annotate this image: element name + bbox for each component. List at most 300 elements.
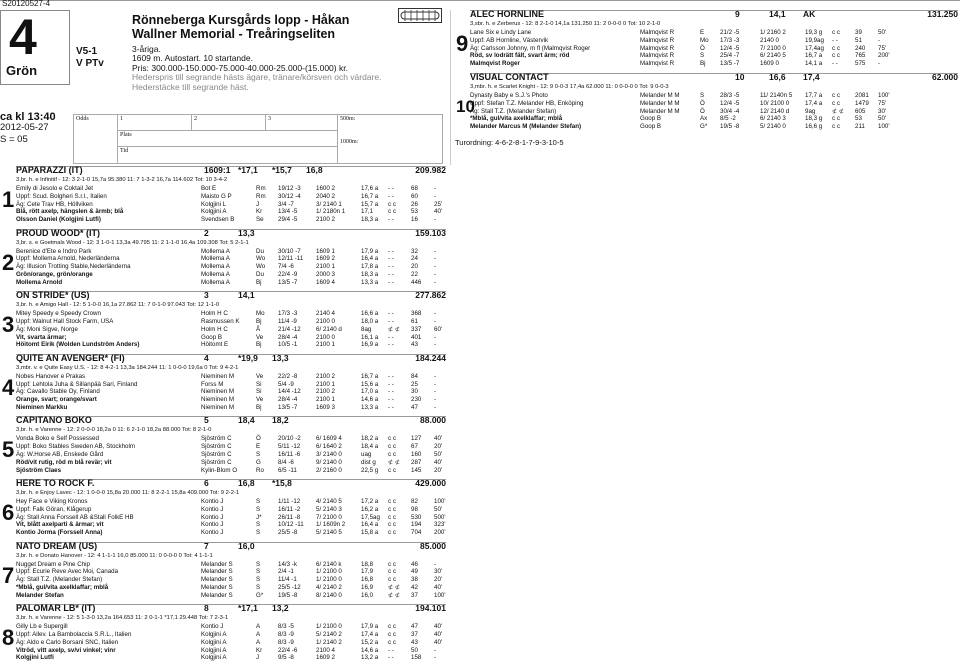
form-cell: 17,8 a [361, 263, 379, 271]
form-cell: Berenice d'Ete e Indro Park [16, 247, 92, 255]
form-cell: 2100 0 [316, 317, 335, 325]
horse-number: 10 [456, 97, 475, 116]
form-cell: - [878, 60, 881, 68]
form-cell: Sjöström C [201, 435, 232, 443]
form-cell: *Mblå, gul/vita axelklaffar; mblå [470, 115, 563, 123]
form-cell: - [434, 310, 437, 318]
horse-stat: 14,1 [238, 290, 255, 301]
horse-subline: 3,br. h. e Enjoy Lavec - 12: 1 0-0-0 15,8a 20.000 11: 8 2-2-1 15,8a 409.000 Tot: 9 2-2-1 [16, 490, 240, 496]
form-cell: 22/4 -6 [278, 646, 298, 654]
form-cell: 43 [411, 638, 418, 646]
form-cell: Uppf: Falk Göran, Klågerup [16, 505, 92, 513]
form-cell: 14,6 a [361, 396, 379, 404]
form-cell: - - [388, 278, 394, 286]
form-cell: 12/4 -5 [720, 99, 740, 107]
form-cell: - - [388, 380, 394, 388]
form-cell: Emily di Jesolo e Coktail Jet [16, 185, 94, 192]
form-cell: 61 [411, 317, 418, 325]
form-cell: c c [832, 99, 840, 107]
form-cell: 10/5 -1 [278, 341, 298, 349]
form-cell: G* [256, 591, 264, 599]
form-cell: 2140 4 [316, 310, 335, 318]
form-cell: Dynasty Baby e S.J.'s Photo [470, 92, 548, 99]
horse-stat: 5 [204, 415, 209, 426]
form-cell: Du [256, 247, 264, 255]
form-cell: 1609 1 [316, 247, 335, 255]
form-cell: 30' [434, 568, 443, 576]
horse-stat: 13,3 [238, 227, 255, 238]
form-cell: 51 [855, 36, 862, 44]
form-cell: uag [361, 450, 372, 458]
form-cell: 14,6 a [361, 646, 379, 654]
form-cell: Kolgjini A [201, 208, 227, 216]
form-cell: S [256, 450, 261, 458]
form-cell: 20' [434, 466, 443, 474]
form-cell: E [256, 443, 261, 451]
form-cell: Uppf: Allev. La Bambolaccia S.R.L., Italien [16, 630, 132, 638]
form-cell: - [434, 654, 437, 662]
form-cell: 10/12 -11 [278, 521, 304, 529]
form-cell: - [434, 263, 437, 271]
form-cell: Ö [700, 99, 705, 107]
horse-number: 1 [2, 187, 15, 212]
form-cell: Mo [700, 36, 709, 44]
form-cell: Mollema Arnold [16, 278, 63, 286]
form-cell: c c [832, 115, 840, 123]
form-cell: 38 [411, 576, 418, 584]
form-cell: 19,9ag [805, 36, 824, 44]
form-cell: Vonda Boko e Self Possessed [16, 435, 99, 443]
form-cell: 37 [411, 630, 418, 638]
form-cell: Rasmussen K [201, 317, 240, 325]
race-time: ca kl 13:40 [0, 111, 56, 123]
form-cell: c c [388, 560, 396, 568]
form-cell: c c [832, 44, 840, 52]
form-cell: 21/4 -12 [278, 325, 301, 333]
form-cell: A [256, 623, 261, 631]
form-cell: 19,3 g [805, 29, 823, 36]
race-info-line-5: Hederstäcke till segrande häst. [132, 81, 249, 92]
form-cell: Mollema A [201, 255, 230, 263]
form-cell: 50' [434, 450, 443, 458]
form-cell: Du [256, 270, 264, 278]
form-cell: 25/5 -8 [278, 529, 298, 537]
form-cell: 50' [878, 115, 887, 123]
horse-stat: 2 [204, 227, 209, 238]
race-number: 4 [9, 9, 37, 65]
race-info [132, 45, 381, 92]
horse-stat: *17,1 [238, 165, 258, 175]
horse-subline: 3,br. h. e Varenne - 12: 5 1-3-0 13,2a 164.653 11: 2 0-1-1 *17,1 29.448 Tot: 7 2-3-1 [16, 615, 229, 622]
form-cell: 6/5 -11 [278, 466, 297, 474]
form-cell: Höitomt Eirik (Wolden Lundström Anders) [16, 341, 140, 349]
form-cell: c c [388, 505, 396, 513]
horse-stat: 16,6 [769, 72, 786, 82]
form-cell: - [434, 403, 437, 411]
form-cell: ⊄ ⊄ [388, 583, 401, 591]
form-cell: 127 [411, 435, 422, 443]
form-cell: 2100 0 [316, 333, 335, 341]
horse-stat: 4 [204, 352, 209, 363]
grid-line [117, 130, 337, 131]
form-cell: Rm [256, 185, 266, 192]
form-cell: 16,9 a [361, 341, 379, 349]
form-cell: Kontio J [201, 513, 224, 521]
form-cell: - [434, 185, 437, 192]
horse-subline: 3,br. h. e Infinitif - 12: 3 2-1-0 15,7a 95.380 11: 7 1-3-2 16,7a 114.602 Tot: 10 3-4-2 [16, 177, 228, 183]
form-cell: Uppf: Boko Stables Sweden AB, Stockholm [16, 443, 136, 451]
betting-grid [73, 114, 443, 164]
form-cell: Malmqvist Roger [470, 60, 520, 68]
form-cell: Blå, rött axelp, hängslen & ärmb; blå [16, 208, 124, 216]
form-cell: 6/ 2140 3 [760, 115, 786, 123]
column-divider [450, 10, 451, 165]
form-cell: c c [388, 513, 396, 521]
form-cell: S [256, 498, 261, 505]
form-cell: - - [388, 247, 394, 255]
horse-stat: 9 [735, 9, 740, 19]
horse-stat: 159.103 [415, 227, 446, 238]
form-cell: Nieminen M [201, 372, 235, 380]
horse-block [2, 603, 446, 662]
form-cell: - - [388, 310, 394, 318]
form-cell: Äg: Moni Sigve, Norge [16, 325, 78, 333]
form-cell: 6/ 2140 d [316, 325, 342, 333]
form-cell: 40' [434, 638, 443, 646]
form-cell: - - [388, 185, 394, 192]
form-cell: 25/4 -7 [720, 52, 740, 60]
form-cell: 401 [411, 333, 422, 341]
form-cell: Äg: Stall T.Z. (Melander Stefan) [16, 576, 103, 584]
form-cell: 84 [411, 372, 418, 380]
form-cell: Si [256, 380, 262, 388]
form-cell: - - [388, 270, 394, 278]
form-cell: Bj [256, 403, 262, 411]
form-cell: Melander Marcus M (Melander Stefan) [470, 123, 582, 131]
form-cell: 5/ 2140 2 [316, 630, 342, 638]
horse-block [2, 227, 446, 287]
form-cell: c c [388, 435, 396, 443]
horse-stat: 16,0 [238, 540, 255, 551]
horse-stat: 16,8 [306, 165, 323, 175]
form-cell: Äg: W.Horse AB, Enskede Gård [16, 450, 104, 458]
horse-stat: 88.000 [420, 415, 446, 426]
form-cell: 98 [411, 505, 418, 513]
form-cell: 40' [434, 458, 443, 466]
grid-col-2-label: 2 [194, 116, 197, 122]
form-cell: 200' [878, 52, 890, 60]
form-cell: 40' [434, 435, 443, 443]
form-cell: - - [388, 333, 394, 341]
horse-stat: 85.000 [420, 540, 446, 551]
race-info-line-4: Hederspris till segrande hästs ägare, tränare/körsven och värdare. [132, 72, 382, 83]
horse-name: ON STRIDE* (US) [16, 290, 90, 301]
race-s-value: S = 05 [0, 133, 28, 145]
form-cell: 50' [434, 505, 443, 513]
form-cell: 11/4 -9 [278, 317, 297, 325]
form-cell: ⊄ ⊄ [832, 107, 845, 115]
form-cell: 11/4 -1 [278, 576, 297, 584]
form-cell: 17/3 -3 [278, 310, 298, 318]
form-cell: 100' [434, 591, 446, 599]
form-cell: Melander M M [640, 92, 680, 99]
form-cell: 37 [411, 591, 418, 599]
horse-stat: 3 [204, 290, 209, 301]
form-cell: 22 [411, 270, 418, 278]
form-cell: - [434, 341, 437, 349]
horse-stat: *19,9 [238, 352, 258, 363]
form-cell: 4/ 2140 2 [316, 583, 342, 591]
form-cell: Nieminen M [201, 403, 235, 411]
form-cell: Nieminen Markku [16, 403, 68, 411]
form-cell: 1/ 1609n 2 [316, 521, 346, 529]
grid-col-3-label: 3 [268, 116, 271, 122]
form-cell: c c [388, 208, 396, 216]
horse-subline: 3,br. s. e Goetmals Wood - 12: 3 1-0-1 13,3a 49.795 11: 2 1-1-0 16,4a 109.308 Tot: 5 2-1-1 [16, 239, 249, 246]
form-cell: Nobes Hanover e Prakas [16, 372, 86, 380]
form-cell: 11/ 2140n 5 [760, 92, 793, 99]
form-cell: 211 [855, 123, 865, 131]
horse-stat: 13,2 [272, 603, 289, 614]
form-cell: Ö [700, 44, 705, 52]
form-cell: Röd/vit rutig, röd m blå revär; vit [16, 458, 112, 466]
race-title-line-1: Rönneberga Kursgårds lopp - Håkan [132, 13, 350, 27]
form-cell: Melander S [201, 591, 233, 599]
form-cell: Mollema A [201, 263, 230, 271]
form-cell: 18,0 a [361, 317, 379, 325]
horse-block [2, 540, 446, 600]
horse-name: PROUD WOOD* (IT) [16, 227, 100, 238]
form-cell: 1609 2 [316, 255, 335, 263]
form-cell: - [434, 317, 437, 325]
form-cell: Kolgjini A [201, 638, 227, 646]
form-cell: 16,6 a [361, 310, 379, 318]
form-cell: 32 [411, 247, 418, 255]
form-cell: Goop B [640, 115, 661, 123]
horse-name: QUITE AN AVENGER* (FI) [16, 352, 125, 363]
form-cell: 446 [411, 278, 422, 286]
form-cell: 16,7 a [805, 52, 823, 60]
form-cell: 194 [411, 521, 422, 529]
horse-number: 5 [2, 437, 15, 463]
grid-line [73, 114, 443, 115]
form-cell: 17,9 [361, 568, 374, 576]
horse-stat: 17,4 [803, 72, 820, 82]
form-cell: 16,9 [361, 583, 374, 591]
form-cell: 17,5ag [361, 513, 380, 521]
form-cell: 14,1 a [805, 60, 823, 68]
form-cell: - [434, 192, 437, 200]
form-cell: 17,6 a [361, 185, 379, 192]
horse-stat: 18,4 [238, 415, 255, 426]
form-cell: 30 [411, 388, 418, 396]
form-cell: c c [388, 638, 396, 646]
form-cell: 7/ 2100 0 [760, 44, 786, 52]
form-cell: 16 [411, 216, 418, 224]
form-cell: 13/5 -7 [720, 60, 740, 68]
form-cell: 3/ 2140 0 [316, 450, 342, 458]
form-cell: A [256, 630, 261, 638]
form-cell: 28/4 -4 [278, 396, 298, 404]
horse-name: VISUAL CONTACT [470, 72, 549, 82]
form-cell: 16,0 [361, 591, 374, 599]
form-cell: - - [388, 372, 394, 380]
form-cell: - [434, 646, 437, 654]
form-cell: 5/ 2140 0 [760, 123, 786, 131]
form-cell: 2100 2 [316, 216, 335, 224]
form-cell: 68 [411, 185, 418, 192]
form-cell: - - [832, 36, 838, 44]
form-cell: 26/11 -8 [278, 513, 301, 521]
form-cell: 20' [434, 576, 443, 584]
form-cell: 18,4 a [361, 443, 379, 451]
horse-stat: *15,8 [272, 478, 292, 488]
form-cell: Uppf: Walnut Hall Stock Farm, USA [16, 317, 114, 325]
form-cell: Malmqvist R [640, 44, 675, 52]
form-cell: Kontio J [201, 505, 224, 513]
form-cell: c c [388, 521, 396, 529]
form-cell: 8/5 -2 [720, 115, 736, 123]
horse-name: PAPARAZZI (IT) [16, 165, 83, 175]
horse-name: CAPITANO BOKO [16, 415, 92, 426]
form-cell: 230 [411, 396, 422, 404]
form-cell: - - [388, 317, 394, 325]
form-cell: Malmqvist R [640, 36, 675, 44]
form-cell: Nugget Dream e Pine Chip [16, 560, 90, 568]
form-cell: 16,4 a [361, 255, 379, 263]
form-cell: 704 [411, 529, 422, 537]
form-cell: 29/4 -5 [278, 216, 298, 224]
form-cell: 18,8 [361, 560, 374, 568]
form-cell: J* [256, 513, 262, 521]
form-cell: Gilly Lb e Supergill [16, 623, 68, 631]
form-cell: 8ag [361, 325, 372, 333]
form-cell: - - [388, 654, 394, 662]
form-cell: - - [388, 396, 394, 404]
form-cell: 1609 0 [760, 60, 779, 68]
race-title [132, 13, 349, 41]
form-cell: 1/ 2100 0 [316, 623, 342, 631]
form-cell: 53 [855, 115, 862, 123]
form-cell: 18,3 a [361, 270, 379, 278]
form-cell: 1609 4 [316, 278, 335, 286]
horse-block [456, 72, 958, 131]
form-cell: S [700, 92, 705, 99]
form-cell: 5/ 2140 3 [316, 505, 342, 513]
form-cell: Wo [256, 255, 266, 263]
form-cell: Ax [700, 115, 708, 123]
form-cell: 16,1 a [361, 333, 379, 341]
form-cell: 20/10 -2 [278, 435, 301, 443]
form-cell: - - [388, 192, 394, 200]
form-cell: 9/ 2140 0 [316, 458, 342, 466]
form-cell: 12/11 -11 [278, 255, 304, 263]
horse-stat: AK [803, 9, 816, 19]
horse-stat: 16,8 [238, 478, 255, 488]
form-cell: 53 [411, 208, 418, 216]
form-cell: c c [388, 466, 396, 474]
grid-plats-label: Plats [120, 132, 132, 138]
horse-stat: 209.982 [415, 165, 446, 175]
form-cell: - [878, 36, 881, 44]
form-cell: 368 [411, 310, 422, 318]
horse-stat: 194.101 [415, 603, 446, 614]
form-cell: 42 [411, 583, 418, 591]
form-cell: c c [388, 576, 396, 584]
horse-number: 6 [2, 500, 15, 525]
horse-stat: 277.862 [415, 290, 446, 301]
horse-number: 9 [456, 31, 469, 56]
form-cell: 67 [411, 443, 418, 451]
horse-stat: 429.000 [415, 478, 446, 488]
form-cell: - - [388, 403, 394, 411]
form-cell: 2140 0 [760, 36, 779, 44]
grid-1000m-label: 1000m: [340, 139, 359, 145]
form-cell: 2081 [855, 92, 869, 99]
form-cell: 13/5 -7 [278, 278, 298, 286]
form-cell: 50 [411, 646, 418, 654]
form-cell: - - [388, 388, 394, 396]
form-cell: - - [388, 646, 394, 654]
form-cell: 13,3 a [361, 278, 379, 286]
form-cell: 24 [411, 255, 418, 263]
form-cell: 16,7 a [361, 192, 379, 200]
game-type-2: V PTv [76, 58, 104, 69]
form-cell: 1/ 2140 2 [316, 638, 342, 646]
form-cell: Kylin-Blom O [201, 466, 238, 474]
form-cell: Kolgjini A [201, 654, 227, 662]
horse-name: ALEC HORNLINE [470, 9, 544, 19]
form-cell: 25 [411, 380, 418, 388]
horse-stat: *17,1 [238, 603, 258, 614]
form-cell: 6/ 2140 k [316, 560, 342, 568]
form-cell: 13,2 a [361, 654, 379, 662]
horse-subline: 3,br. h. e Varenne - 12: 2 0-0-0 18,2a 0 11: 6 2-1-0 18,2a 88.000 Tot: 8 2-1-0 [16, 427, 212, 434]
form-cell: - - [388, 255, 394, 263]
form-cell: - - [388, 341, 394, 349]
form-cell: 49 [411, 568, 418, 576]
form-cell: Malmqvist R [640, 52, 675, 60]
grid-line [73, 163, 443, 164]
form-cell: Lane Six e Lindy Lane [470, 29, 532, 36]
horse-block [2, 290, 446, 349]
form-cell: 240 [855, 44, 866, 52]
track-icon [398, 8, 442, 23]
form-cell: 60 [411, 192, 418, 200]
form-cell: 6/ 1640 2 [316, 443, 342, 451]
form-cell: 17,4ag [805, 44, 824, 52]
grid-500m-label: 500m: [340, 116, 356, 122]
form-cell: 1/11 -12 [278, 498, 301, 505]
grid-line [73, 114, 74, 164]
form-cell: Mollema A [201, 270, 230, 278]
race-info-line-1: 3-åriga. [132, 44, 161, 54]
horse-subline: 3,mbr. v. e Quite Easy U.S. - 12: 8 4-2-1 13,3a 184.244 11: 1 0-0-0 19,6a 0 Tot: 9 4-2-1 [16, 364, 239, 371]
form-cell: 2/ 2160 0 [316, 466, 342, 474]
form-cell: 2100 2 [316, 388, 335, 396]
form-cell: 9ag [805, 107, 816, 115]
form-cell: c c [388, 498, 396, 505]
form-cell: Melander M M [640, 99, 680, 107]
form-cell: 82 [411, 498, 418, 505]
form-cell: 18,3 a [361, 216, 379, 224]
form-cell: Höitomt E [201, 341, 229, 349]
horse-number: 4 [2, 374, 15, 400]
form-cell: 14/3 -k [278, 560, 297, 568]
form-cell: 1609 3 [316, 403, 335, 411]
form-cell: 100' [878, 123, 890, 131]
form-cell: 5/11 -12 [278, 443, 301, 451]
